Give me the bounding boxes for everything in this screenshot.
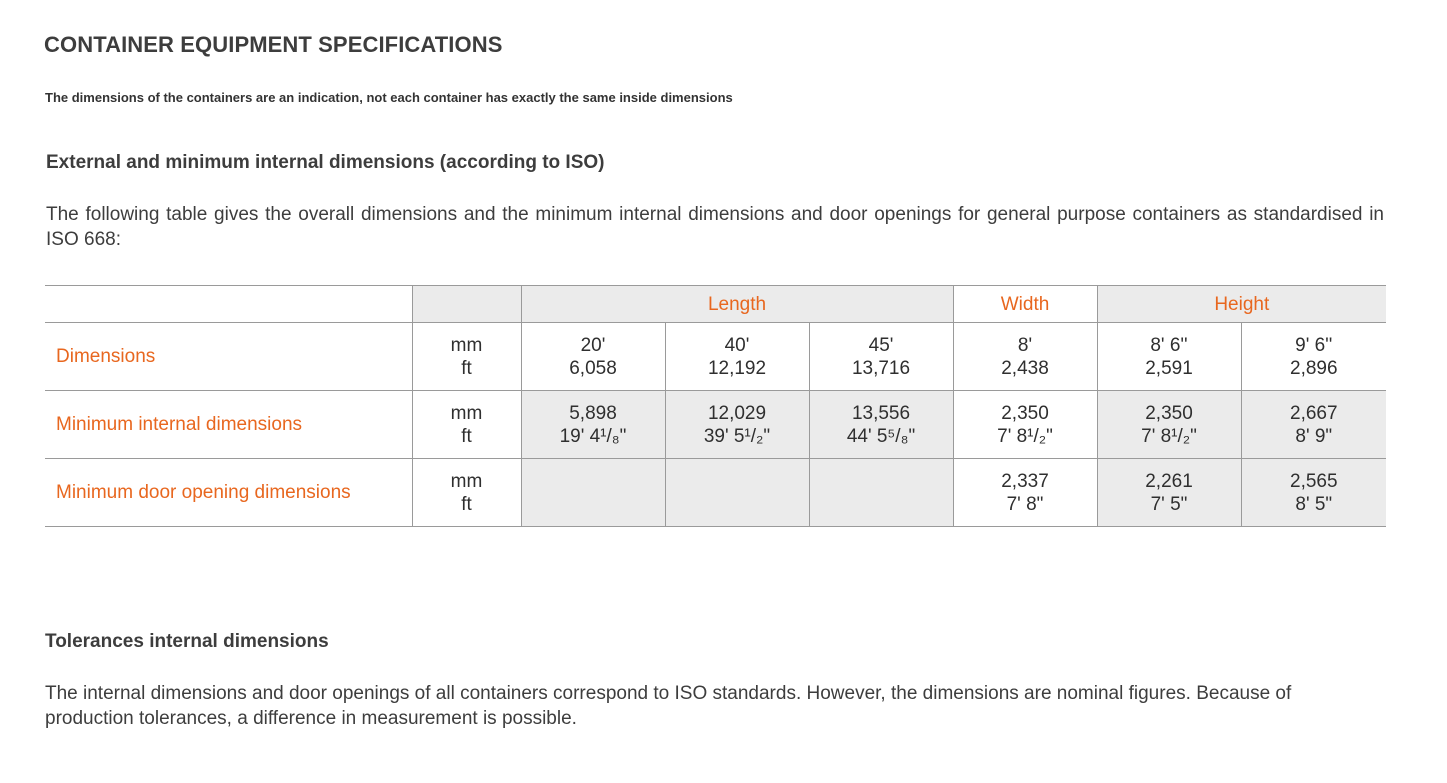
cell-length-40-empty xyxy=(665,459,809,527)
header-empty-units xyxy=(412,286,521,323)
unit-ft: ft xyxy=(461,425,472,447)
cell-value-top: 8' 6'' xyxy=(1150,334,1188,356)
table-row xyxy=(45,323,1386,391)
header-empty-label xyxy=(45,286,412,323)
cell-value-top: 45' xyxy=(868,334,894,356)
cell-value-top: 12,029 xyxy=(707,402,767,424)
unit-ft: ft xyxy=(461,357,472,379)
cell-value-bottom: 6,058 xyxy=(569,357,617,379)
cell-height-standard xyxy=(1097,391,1241,459)
table-row xyxy=(45,459,1386,527)
cell-value-top: 9' 6'' xyxy=(1295,334,1333,356)
table-header-row xyxy=(45,286,1386,323)
units-cell xyxy=(412,323,521,391)
cell-value-top: 20' xyxy=(580,334,606,356)
cell-height-high-cube xyxy=(1241,459,1386,527)
cell-value-bottom: 7' 8" xyxy=(1006,493,1044,515)
cell-value-top: 2,565 xyxy=(1290,470,1338,492)
cell-value-top: 13,556 xyxy=(851,402,911,424)
unit-ft: ft xyxy=(461,493,472,515)
cell-value-bottom: 8' 9" xyxy=(1295,425,1333,447)
cell-value-bottom: 39' 5¹/₂" xyxy=(703,425,771,447)
dimensions-table xyxy=(45,285,1386,527)
cell-length-20 xyxy=(521,323,665,391)
dimensions-disclaimer: The dimensions of the containers are an indication, not each container has exactly the same inside dimensions xyxy=(45,90,733,105)
header-length: Length xyxy=(521,286,953,323)
row-label-dimensions: Dimensions xyxy=(45,323,412,391)
cell-value-bottom: 7' 8¹/₂" xyxy=(997,425,1053,447)
cell-length-45-empty xyxy=(809,459,953,527)
cell-value-bottom: 2,896 xyxy=(1290,357,1338,379)
cell-value-bottom: 7' 5" xyxy=(1150,493,1188,515)
cell-length-20 xyxy=(521,391,665,459)
unit-mm: mm xyxy=(450,334,483,356)
cell-length-40 xyxy=(665,323,809,391)
cell-height-standard xyxy=(1097,459,1241,527)
tolerances-text: The internal dimensions and door openings of all containers correspond to ISO standards. However, the dimensions are nominal figures. Because of production tolerances, a difference in measurement is possible. xyxy=(45,683,1292,729)
cell-height-high-cube xyxy=(1241,323,1386,391)
cell-value-top: 2,350 xyxy=(1145,402,1193,424)
cell-value-bottom: 2,591 xyxy=(1145,357,1193,379)
header-width: Width xyxy=(953,286,1097,323)
units-cell xyxy=(412,459,521,527)
cell-width xyxy=(953,391,1097,459)
unit-mm: mm xyxy=(450,470,483,492)
cell-value-bottom: 2,438 xyxy=(1001,357,1049,379)
cell-value-top: 2,337 xyxy=(1001,470,1049,492)
cell-width xyxy=(953,323,1097,391)
cell-length-45 xyxy=(809,391,953,459)
header-height: Height xyxy=(1097,286,1386,323)
external-dimensions-heading: External and minimum internal dimensions (according to ISO) xyxy=(46,152,605,173)
cell-value-top: 8' xyxy=(1017,334,1033,356)
cell-width xyxy=(953,459,1097,527)
cell-value-bottom: 19' 4¹/₈" xyxy=(559,425,627,447)
cell-value-bottom: 8' 5" xyxy=(1295,493,1333,515)
cell-value-bottom: 12,192 xyxy=(707,357,767,379)
cell-length-20-empty xyxy=(521,459,665,527)
row-label-min-internal: Minimum internal dimensions xyxy=(45,391,412,459)
cell-value-top: 2,350 xyxy=(1001,402,1049,424)
cell-value-top: 5,898 xyxy=(569,402,617,424)
row-label-min-door-opening: Minimum door opening dimensions xyxy=(45,459,412,527)
unit-mm: mm xyxy=(450,402,483,424)
cell-value-bottom: 7' 8¹/₂" xyxy=(1141,425,1197,447)
cell-height-high-cube xyxy=(1241,391,1386,459)
cell-value-bottom: 44' 5⁵/₈" xyxy=(846,425,916,447)
tolerances-heading: Tolerances internal dimensions xyxy=(45,631,329,652)
units-cell xyxy=(412,391,521,459)
cell-length-40 xyxy=(665,391,809,459)
cell-value-bottom: 13,716 xyxy=(851,357,911,379)
cell-value-top: 2,261 xyxy=(1145,470,1193,492)
external-dimensions-intro: The following table gives the overall dimensions and the minimum internal dimensions and door openings for general purpose containers as standardised in ISO 668: xyxy=(46,204,1384,250)
cell-height-standard xyxy=(1097,323,1241,391)
table-row xyxy=(45,391,1386,459)
cell-value-top: 40' xyxy=(724,334,750,356)
page-title: CONTAINER EQUIPMENT SPECIFICATIONS xyxy=(44,32,503,57)
cell-value-top: 2,667 xyxy=(1290,402,1338,424)
cell-length-45 xyxy=(809,323,953,391)
